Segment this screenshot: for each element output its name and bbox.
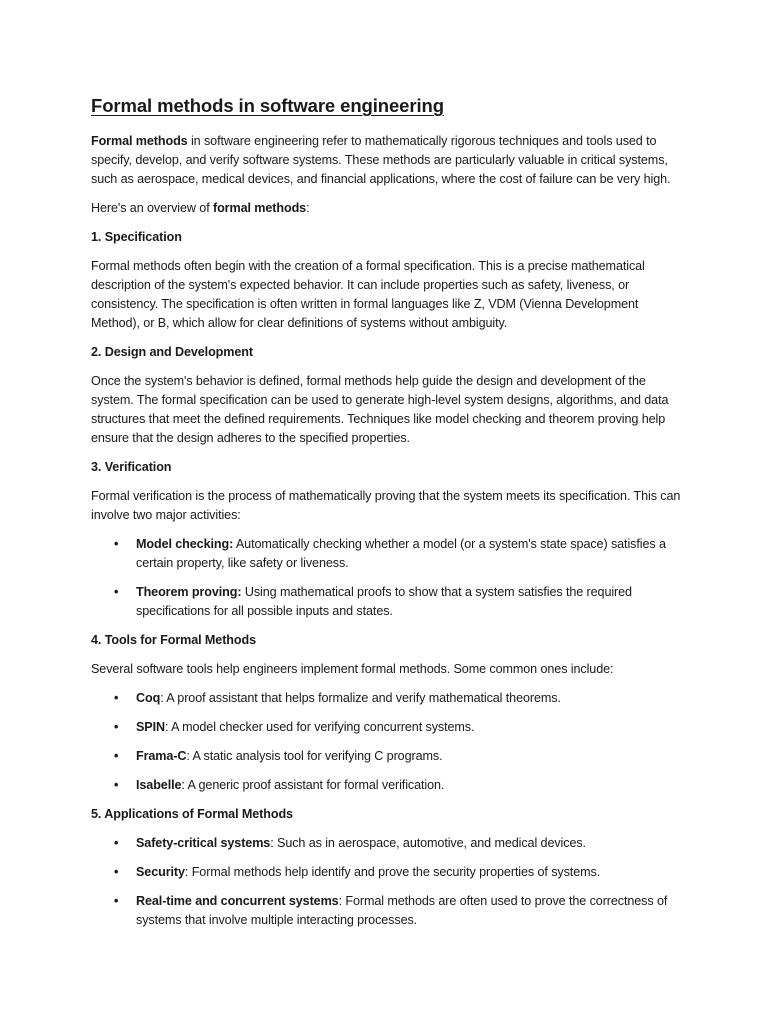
list-item-term: Model checking: [136, 537, 234, 551]
bullet-icon: • [114, 894, 119, 908]
list-item-term: Security [136, 865, 185, 879]
verification-list [91, 535, 681, 621]
list-item-text: : Such as in aerospace, automotive, and medical devices. [270, 836, 586, 850]
bullet-icon: • [114, 537, 119, 551]
list-item-term: Frama-C [136, 749, 187, 763]
section-heading-specification: 1. Specification [91, 230, 182, 244]
intro-text: in software engineering refer to mathematically rigorous techniques and tools used to specify, develop, and verify software systems. These methods are particularly valuable in critical systems, such as aerospace, medical devices, and financial applications, where the cost of failure can be very high. [91, 134, 671, 186]
document-page [91, 94, 681, 940]
intro-paragraph [91, 132, 681, 189]
list-item-text: Using mathematical proofs to show that a system satisfies the required specifications for all possible inputs and states. [136, 585, 632, 618]
section-heading-verification: 3. Verification [91, 460, 172, 474]
list-item-term: Coq [136, 691, 161, 705]
overview-suffix: : [306, 201, 310, 215]
bullet-icon: • [114, 720, 119, 734]
section-paragraph-design: Once the system's behavior is defined, formal methods help guide the design and development of the system. The formal specification can be used to generate high-level system designs, algorithms, and data structures that meet the defined requirements. Techniques like model checking and theorem proving help ensure that the design adheres to the specified properties. [91, 374, 669, 445]
list-item-text: : A static analysis tool for verifying C programs. [186, 749, 443, 763]
list-item-term: SPIN [136, 720, 165, 734]
list-item [91, 834, 681, 853]
overview-paragraph [91, 199, 681, 218]
applications-list [91, 834, 681, 930]
section-intro-tools: Several software tools help engineers implement formal methods. Some common ones include: [91, 662, 614, 676]
intro-lead: Formal methods [91, 134, 188, 148]
bullet-icon: • [114, 749, 119, 763]
bullet-icon: • [114, 865, 119, 879]
list-item [91, 718, 681, 737]
list-item [91, 535, 681, 573]
overview-bold: formal methods [213, 201, 307, 215]
list-item-text: Automatically checking whether a model (or a system's state space) satisfies a certain property, like safety or liveness. [136, 537, 666, 570]
tools-list [91, 689, 681, 795]
bullet-icon: • [114, 585, 119, 599]
section-paragraph-specification: Formal methods often begin with the creation of a formal specification. This is a precise mathematical description of the system's expected behavior. It can include properties such as safety, liveness, or consistency. The specification is often written in formal languages like Z, VDM (Vienna Development Method), or B, which allow for clear definitions of systems without ambiguity. [91, 259, 645, 330]
overview-prefix: Here's an overview of [91, 201, 213, 215]
section-heading-design: 2. Design and Development [91, 345, 253, 359]
list-item-text: : Formal methods help identify and prove the security properties of systems. [184, 865, 601, 879]
list-item [91, 689, 681, 708]
list-item [91, 863, 681, 882]
list-item-text: : Formal methods are often used to prove the correctness of systems that involve multiple interacting processes. [136, 894, 668, 927]
list-item-term: Isabelle [136, 778, 182, 792]
section-heading-applications: 5. Applications of Formal Methods [91, 807, 293, 821]
bullet-icon: • [114, 691, 119, 705]
bullet-icon: • [114, 836, 119, 850]
list-item [91, 747, 681, 766]
list-item [91, 583, 681, 621]
bullet-icon: • [114, 778, 119, 792]
list-item-term: Safety-critical systems [136, 836, 271, 850]
list-item [91, 892, 681, 930]
section-intro-verification: Formal verification is the process of mathematically proving that the system meets its specification. This can involve two major activities: [91, 489, 681, 522]
section-heading-tools: 4. Tools for Formal Methods [91, 633, 256, 647]
list-item [91, 776, 681, 795]
document-title: Formal methods in software engineering [91, 95, 444, 116]
list-item-term: Theorem proving: [136, 585, 242, 599]
list-item-text: : A proof assistant that helps formalize and verify mathematical theorems. [160, 691, 561, 705]
list-item-text: : A model checker used for verifying concurrent systems. [165, 720, 475, 734]
list-item-text: : A generic proof assistant for formal verification. [181, 778, 445, 792]
list-item-term: Real-time and concurrent systems [136, 894, 339, 908]
